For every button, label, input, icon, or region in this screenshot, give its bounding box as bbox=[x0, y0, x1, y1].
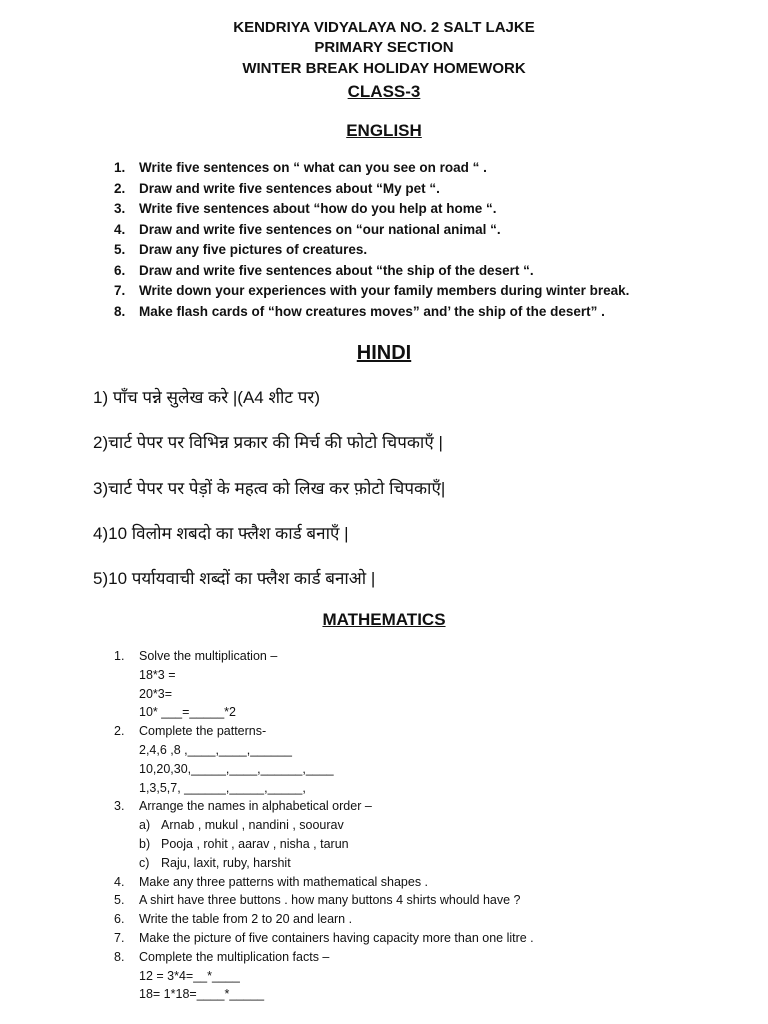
option-c: c) Raju, laxit, ruby, harshit bbox=[139, 855, 291, 870]
mathematics-list bbox=[114, 647, 744, 1004]
answer-line: 12 = 3*4=__*____ bbox=[139, 968, 240, 983]
school-name: KENDRIYA VIDYALAYA NO. 2 SALT LAJKE bbox=[233, 19, 535, 36]
list-item: 3. Write five sentences about “how do you help at home “. bbox=[114, 201, 497, 216]
homework-title: WINTER BREAK HOLIDAY HOMEWORK bbox=[242, 60, 526, 77]
answer-line: 18= 1*18=____*_____ bbox=[139, 987, 265, 1002]
question-4: 4. Make any three patterns with mathematical shapes . bbox=[114, 874, 429, 889]
question-7: 7. Make the picture of five containers having capacity more than one litre . bbox=[114, 930, 534, 945]
question-6: 6. Write the table from 2 to 20 and learn . bbox=[114, 912, 353, 927]
section-name: PRIMARY SECTION bbox=[314, 39, 454, 56]
hindi-list bbox=[93, 386, 733, 612]
option-b: b) Pooja , rohit , aarav , nisha , tarun bbox=[139, 836, 349, 851]
answer-line: 20*3= bbox=[139, 686, 173, 701]
question-2: 2. Complete the patterns- bbox=[114, 724, 267, 739]
list-item: 5. Draw any five pictures of creatures. bbox=[114, 242, 368, 257]
list-item: 8. Make flash cards of “how creatures moves” and’ the ship of the desert” . bbox=[114, 303, 605, 319]
hindi-item: 2)चार्ट पेपर पर विभिन्न प्रकार की मिर्च की फोटो चिपकाएँ | bbox=[93, 433, 443, 453]
class-title: CLASS-3 bbox=[347, 82, 421, 101]
english-list bbox=[114, 158, 744, 322]
hindi-item: 4)10 विलोम शबदो का फ्लैश कार्ड बनाएँ | bbox=[93, 523, 349, 543]
pattern-line: 1,3,5,7, ______,_____,_____, bbox=[139, 780, 306, 795]
list-item: 1. Write five sentences on “ what can you see on road “ . bbox=[114, 160, 487, 175]
option-a: a) Arnab , mukul , nandini , soourav bbox=[139, 818, 344, 833]
list-item: 2. Draw and write five sentences about “My pet “. bbox=[114, 180, 440, 196]
list-item: 6. Draw and write five sentences about “the ship of the desert “. bbox=[114, 262, 534, 278]
question-5: 5. A shirt have three buttons . how many buttons 4 shirts whould have ? bbox=[114, 893, 521, 908]
list-item: 7. Write down your experiences with your family members during winter break. bbox=[114, 283, 630, 298]
question-8: 8. Complete the multiplication facts – bbox=[114, 949, 330, 964]
hindi-heading: HINDI bbox=[356, 342, 412, 364]
mathematics-heading: MATHEMATICS bbox=[322, 610, 446, 629]
answer-line: 10* ___=_____*2 bbox=[139, 705, 236, 720]
pattern-line: 2,4,6 ,8 ,____,____,______ bbox=[139, 742, 292, 757]
list-item: 4. Draw and write five sentences on “our national animal “. bbox=[114, 221, 501, 237]
question-1: 1. Solve the multiplication – bbox=[114, 649, 278, 663]
answer-line: 18*3 = bbox=[139, 667, 176, 682]
english-heading: ENGLISH bbox=[346, 121, 422, 140]
question-3: 3. Arrange the names in alphabetical order – bbox=[114, 799, 372, 814]
hindi-item: 3)चार्ट पेपर पर पेड़ों के महत्व को लिख कर फ़ोटो चिपकाएँ| bbox=[93, 478, 446, 498]
pattern-line: 10,20,30,_____,____,______,____ bbox=[139, 761, 334, 776]
hindi-item: 1) पाँच पन्ने सुलेख करे |(A4 शीट पर) bbox=[93, 388, 320, 407]
hindi-item: 5)10 पर्यायवाची शब्दों का फ्लैश कार्ड बनाओ | bbox=[93, 569, 376, 589]
